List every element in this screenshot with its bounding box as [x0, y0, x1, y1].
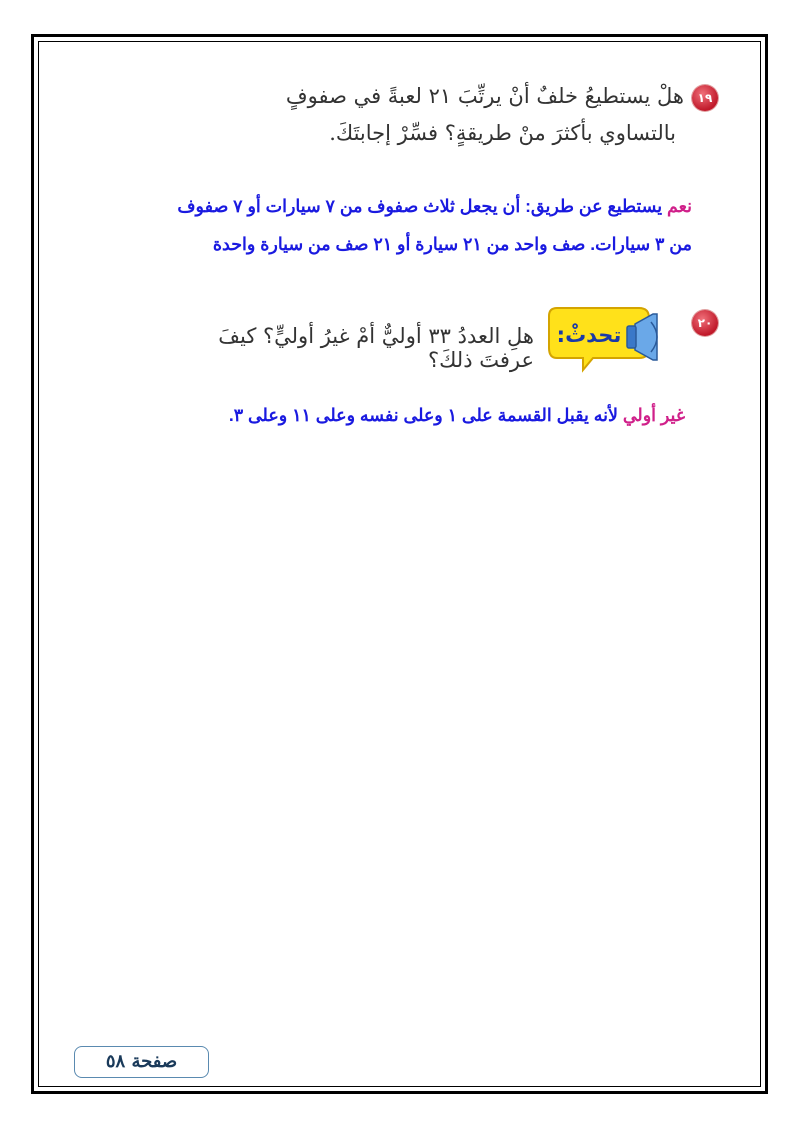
answer-20-text: لأنه يقبل القسمة على ١ وعلى نفسه وعلى ١١ وعلى ٣.	[228, 405, 623, 425]
page-number-box: صفحة ٥٨	[74, 1046, 209, 1078]
question-20-text: هلِ العددُ ٣٣ أوليٌّ أمْ غيرُ أوليٍّ؟ كيفَ عرفتَ ذلكَ؟	[218, 324, 534, 372]
answer-20-highlight: غير أولي	[622, 405, 685, 425]
answer-19-line-1	[70, 196, 692, 217]
question-number-20: ٢٠	[692, 310, 718, 336]
talk-badge-label: تحدثْ:	[556, 323, 622, 347]
answer-19-highlight: نعم	[667, 196, 692, 216]
talk-badge	[543, 302, 665, 374]
answer-19-line-2: من ٣ سيارات. صف واحد من ٢١ سيارة أو ٢١ صف من سيارة واحدة	[212, 234, 692, 254]
answer-20	[70, 405, 685, 426]
question-19-line-2: بالتساوي بأكثرَ منْ طريقةٍ؟ فسِّرْ إجابتَكَ.	[329, 121, 676, 145]
question-number-19: ١٩	[692, 85, 718, 111]
question-19-line-1: هلْ يستطيعُ خلفٌ أنْ يرتِّبَ ٢١ لعبةً في صفوفٍ	[285, 84, 684, 108]
answer-19-line-1-text: يستطيع عن طريق: أن يجعل ثلاث صفوف من ٧ سيارات أو ٧ صفوف	[177, 196, 668, 216]
